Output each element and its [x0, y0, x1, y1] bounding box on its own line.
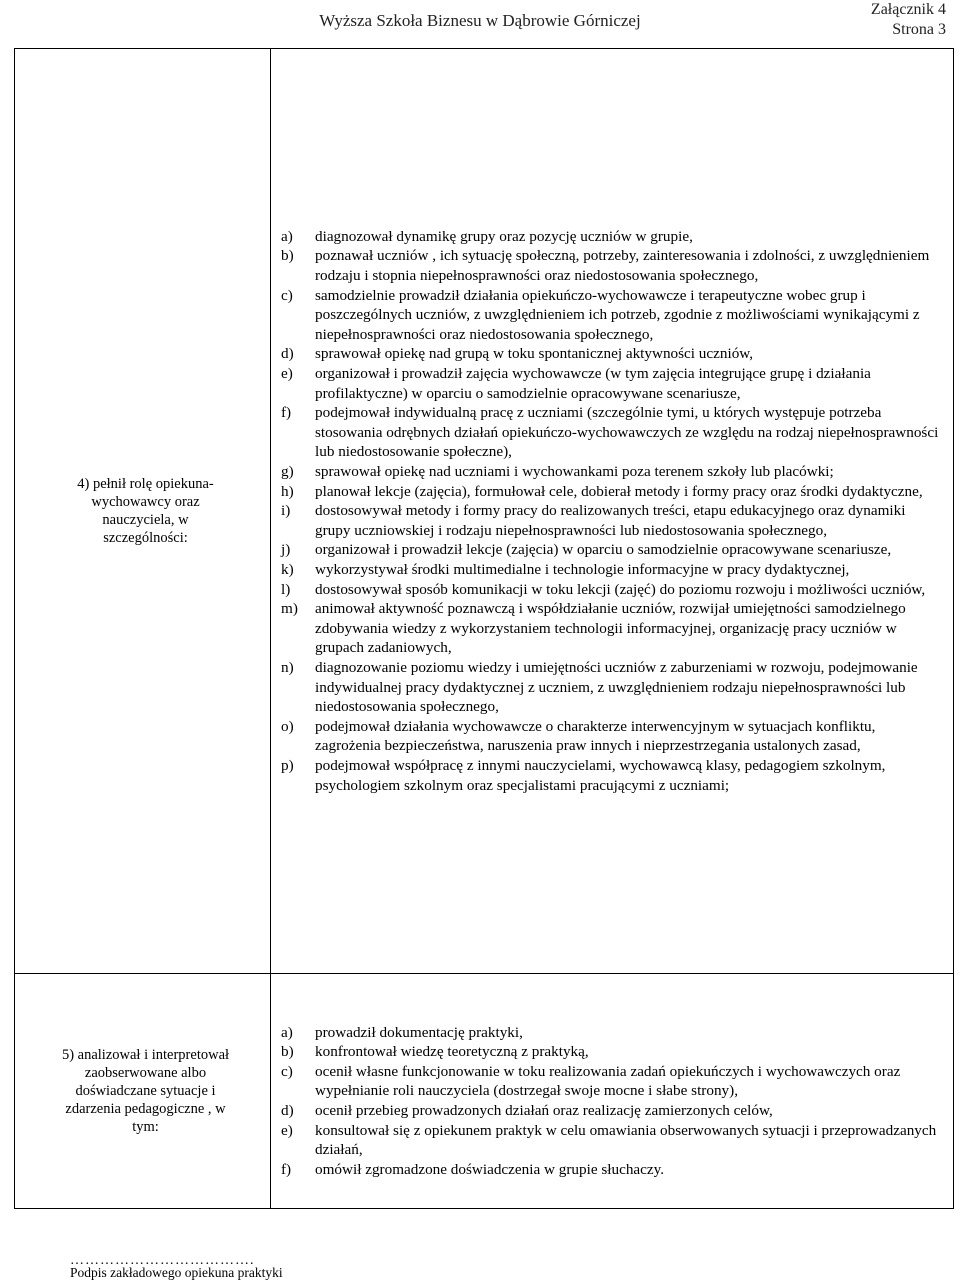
- row-4-label-cell: [15, 49, 271, 974]
- item-letter: b): [281, 1043, 294, 1061]
- list-item: [271, 501, 953, 540]
- item-text: podejmował indywidualną pracę z uczniami (szczególnie tymi, u których występuje potrzeba stosowania odrębnych działań opiekuńczo-wychowawczych ze względu na rodzaj niepełnosprawności lub niedostosowanie społeczne),: [315, 404, 939, 461]
- list-item: [271, 1101, 953, 1121]
- list-item: [271, 756, 953, 795]
- item-text: poznawał uczniów , ich sytuację społeczną, potrzeby, zainteresowania i zdolności, z uwzględnieniem rodzaju i stopnia niepełnosprawności oraz niedostosowania społecznego,: [315, 247, 930, 285]
- item-text: samodzielnie prowadził działania opiekuńczo-wychowawcze i terapeutyczne wobec grup i poszczególnych uczniów, z uwzględnieniem ich potrzeb, zgodnie z możliwościami wynikającymi z niepełnosprawności oraz niedostosowania społecznego,: [315, 286, 920, 343]
- item-letter: j): [281, 541, 291, 559]
- item-text: diagnozował dynamikę grupy oraz pozycję uczniów w grupie,: [315, 227, 693, 245]
- item-letter: g): [281, 463, 294, 481]
- item-text: organizował i prowadził zajęcia wychowawcze (w tym zajęcia integrujące grupę i działania profilaktyczne) w oparciu o samodzielnie opracowywane scenariusze,: [315, 365, 871, 402]
- row-4: [15, 49, 954, 974]
- item-letter: f): [281, 1160, 292, 1178]
- item-text: diagnozowanie poziomu wiedzy i umiejętności uczniów z zaburzeniami w rozwoju, podejmowanie indywidualnej pracy dydaktycznej z uczniem, z uwzględnieniem rodzaju niepełnosprawności lub niedostosowania społecznego,: [315, 658, 918, 716]
- item-letter: m): [281, 600, 298, 618]
- item-letter: c): [281, 286, 293, 304]
- list-item: [271, 540, 953, 560]
- list-item: [271, 658, 953, 717]
- row-4-items: [271, 49, 954, 974]
- item-letter: f): [281, 404, 292, 422]
- list-item: [271, 1121, 953, 1160]
- item-text: animował aktywność poznawczą i współdziałanie uczniów, rozwijał umiejętności samodzielnego zdobywania wiedzy z wykorzystaniem technologii informacyjnej, organizację pracy uczniów w grupach zadaniowych,: [315, 600, 906, 657]
- list-item: [271, 482, 953, 502]
- signature-label: Podpis zakładowego opiekuna praktyki: [70, 1265, 283, 1280]
- list-item: [271, 1042, 953, 1062]
- item-letter: e): [281, 1121, 293, 1139]
- item-text: podejmował działania wychowawcze o charakterze interwencyjnym w sytuacjach konfliktu, zagrożenia bezpieczeństwa, naruszenia praw innych i nieprzestrzegania ustalonych zasad,: [315, 717, 876, 755]
- item-letter: d): [281, 345, 294, 363]
- list-item: [271, 717, 953, 756]
- list-item: [271, 246, 953, 285]
- list-item: [271, 364, 953, 403]
- item-letter: p): [281, 756, 294, 774]
- list-item: [271, 1062, 953, 1101]
- item-letter: d): [281, 1102, 294, 1119]
- item-text: ocenił przebieg prowadzonych działań oraz realizację zamierzonych celów,: [315, 1102, 773, 1119]
- item-letter: h): [281, 482, 294, 500]
- item-text: planował lekcje (zajęcia), formułował cele, dobierał metody i formy pracy oraz środki dydaktyczne,: [315, 482, 923, 500]
- item-text: wykorzystywał środki multimedialne i technologie informacyjne w pracy dydaktycznej,: [315, 560, 850, 578]
- item-text: konfrontował wiedzę teoretyczną z praktyką,: [315, 1043, 589, 1061]
- item-letter: n): [281, 658, 294, 676]
- item-letter: c): [281, 1062, 293, 1080]
- list-item: [271, 403, 953, 462]
- item-text: prowadził dokumentację praktyki,: [315, 1023, 523, 1041]
- row-5-label-cell: [15, 974, 271, 1209]
- item-text: konsultował się z opiekunem praktyk w celu omawiania obserwowanych sytuacji i przeprowadzanych działań,: [315, 1121, 937, 1159]
- school-name: Wyższa Szkoła Biznesu w Dąbrowie Górniczej: [319, 11, 641, 30]
- row-5-label: 5) analizował i interpretował zaobserwowane albo doświadczane sytuacje i zdarzenia pedagogiczne , w tym:: [61, 1047, 230, 1135]
- item-text: organizował i prowadził lekcje (zajęcia) w oparciu o samodzielnie opracowywane scenariusze,: [315, 541, 892, 559]
- list-item: [271, 560, 953, 580]
- list-item: [271, 286, 953, 345]
- page-info: [871, 0, 946, 40]
- item-text: omówił zgromadzone doświadczenia w grupie słuchaczy.: [315, 1160, 665, 1178]
- row-4-label: 4) pełnił rolę opiekuna-wychowawcy oraz nauczyciela, w szczególności:: [77, 476, 214, 546]
- item-letter: a): [281, 1023, 293, 1041]
- list-item: [271, 344, 953, 364]
- item-text: ocenił własne funkcjonowanie w toku realizowania zadań opiekuńczych i wychowawczych oraz wypełnianie roli nauczyciela (dostrzegał swoje mocne i słabe strony),: [315, 1062, 901, 1100]
- list-item: [271, 1160, 953, 1180]
- item-letter: i): [281, 502, 291, 520]
- item-letter: b): [281, 247, 294, 265]
- list-item: [271, 580, 953, 600]
- item-text: podejmował współpracę z innymi nauczycielami, wychowawcą klasy, pedagogiem szkolnym, psychologiem szkolnym oraz specjalistami pracującymi z uczniami;: [315, 756, 886, 794]
- list-item: [271, 227, 953, 247]
- item-letter: e): [281, 365, 293, 383]
- list-item: [271, 1023, 953, 1043]
- practice-table: [14, 48, 954, 1209]
- attachment-label: Załącznik 4: [870, 1, 946, 18]
- item-text: sprawował opiekę nad grupą w toku spontanicznej aktywności uczniów,: [315, 345, 754, 363]
- item-letter: a): [281, 227, 293, 245]
- list-item: [271, 599, 953, 658]
- row-5: [15, 974, 954, 1209]
- item-text: sprawował opiekę nad uczniami i wychowankami poza terenem szkoły lub placówki;: [315, 463, 834, 481]
- page-number: Strona 3: [892, 21, 946, 38]
- item-letter: o): [281, 717, 294, 735]
- list-item: [271, 462, 953, 482]
- signature-line: ……………………………….: [70, 1253, 255, 1268]
- item-letter: k): [281, 560, 294, 578]
- row-5-items: [271, 974, 954, 1209]
- item-letter: l): [281, 580, 291, 598]
- item-text: dostosowywał metody i formy pracy do realizowanych treści, etapu edukacyjnego oraz dynamiki grupy uczniowskiej i rodzaju niepełnosprawności lub niedostosowania społecznego,: [315, 502, 906, 539]
- item-text: dostosowywał sposób komunikacji w toku lekcji (zajęć) do poziomu rozwoju i możliwości uczniów,: [315, 580, 926, 598]
